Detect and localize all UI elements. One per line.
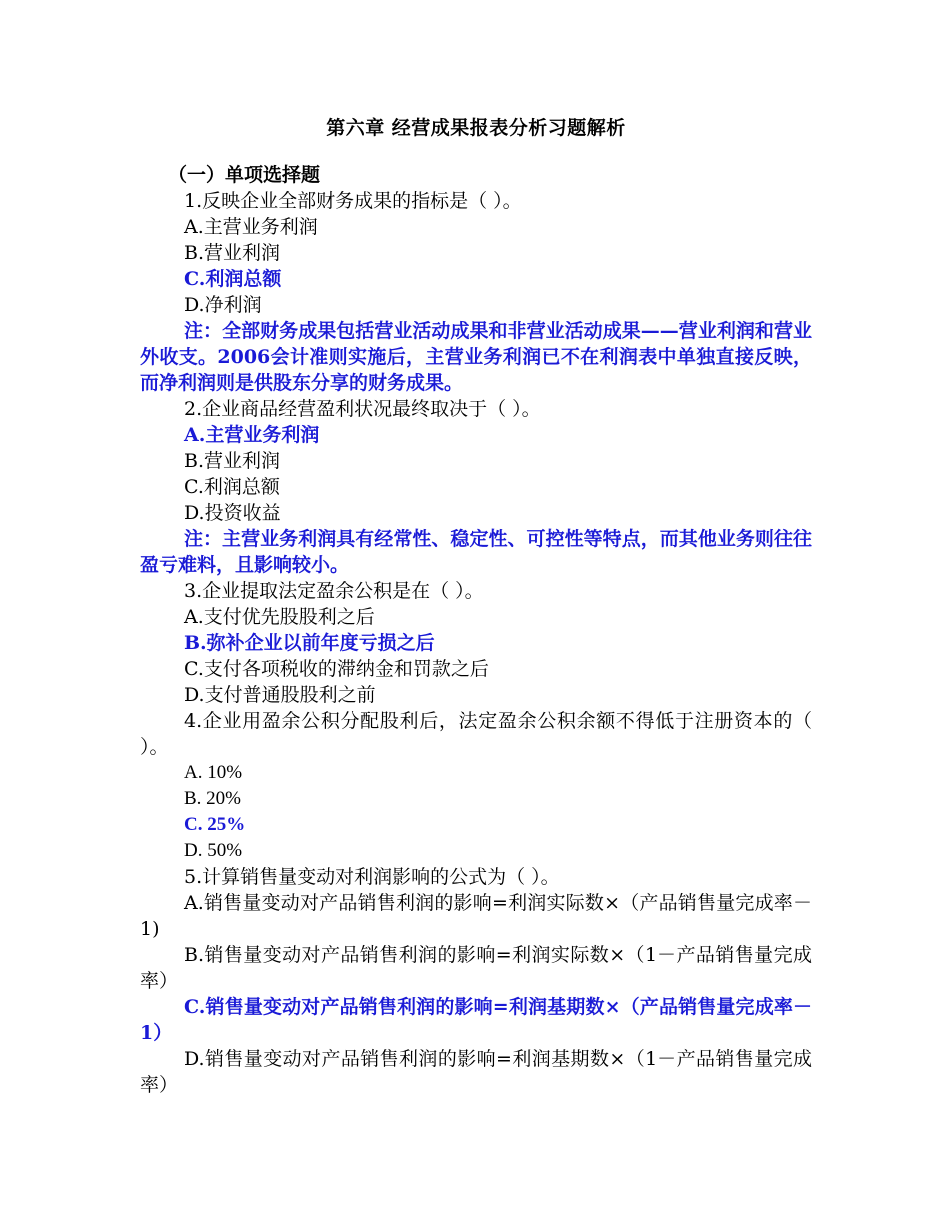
question-2-note: 注：主营业务利润具有经常性、稳定性、可控性等特点，而其他业务则往往盈亏难料，且影响较小。 [140, 528, 812, 576]
question-5-option-c-answer: C.销售量变动对产品销售利润的影响=利润基期数×（产品销售量完成率－1） [140, 996, 812, 1044]
question-3-option-c: C.支付各项税收的滞纳金和罚款之后 [184, 658, 489, 680]
question-1-option-c-answer: C.利润总额 [184, 268, 282, 290]
question-1-stem: 1.反映企业全部财务成果的指标是（ ）。 [184, 190, 522, 212]
question-4-option-a: A. 10% [184, 762, 243, 783]
question-5-option-a: A.销售量变动对产品销售利润的影响=利润实际数×（产品销售量完成率－1) [140, 892, 812, 940]
question-1-option-a: A.主营业务利润 [184, 216, 318, 238]
question-5-option-d: D.销售量变动对产品销售利润的影响=利润基期数×（1－产品销售量完成率） [140, 1048, 812, 1096]
question-4-stem: 4.企业用盈余公积分配股利后，法定盈余公积余额不得低于注册资本的（ ）。 [140, 710, 812, 758]
page-title: 第六章 经营成果报表分析习题解析 [326, 117, 626, 139]
question-2-option-a-answer: A.主营业务利润 [184, 424, 320, 446]
question-2-option-b: B.营业利润 [184, 450, 281, 472]
question-2-stem: 2.企业商品经营盈利状况最终取决于（ ）。 [184, 398, 541, 420]
question-4-option-d: D. 50% [184, 840, 243, 861]
question-5-option-b: B.销售量变动对产品销售利润的影响=利润实际数×（1－产品销售量完成率） [140, 944, 812, 992]
question-4-option-c-answer: C. 25% [184, 814, 246, 835]
question-3-option-a: A.支付优先股股利之后 [184, 606, 375, 628]
question-3-option-d: D.支付普通股股利之前 [184, 684, 376, 706]
question-1-note: 注：全部财务成果包括营业活动成果和非营业活动成果——营业利润和营业外收支。2006会计准则实施后，主营业务利润已不在利润表中单独直接反映，而净利润则是供股东分享的财务成果。 [140, 320, 812, 394]
question-1-option-b: B.营业利润 [184, 242, 281, 264]
question-2-option-d: D.投资收益 [184, 502, 281, 524]
question-2-option-c: C.利润总额 [184, 476, 280, 498]
question-5-stem: 5.计算销售量变动对利润影响的公式为（ ）。 [184, 866, 560, 888]
question-3-option-b-answer: B.弥补企业以前年度亏损之后 [184, 632, 435, 654]
question-1-option-d: D.净利润 [184, 294, 262, 316]
question-4-option-b: B. 20% [184, 788, 241, 809]
section-heading: （一）单项选择题 [168, 164, 321, 186]
document-page [140, 108, 812, 1098]
question-3-stem: 3.企业提取法定盈余公积是在（ ）。 [184, 580, 484, 602]
